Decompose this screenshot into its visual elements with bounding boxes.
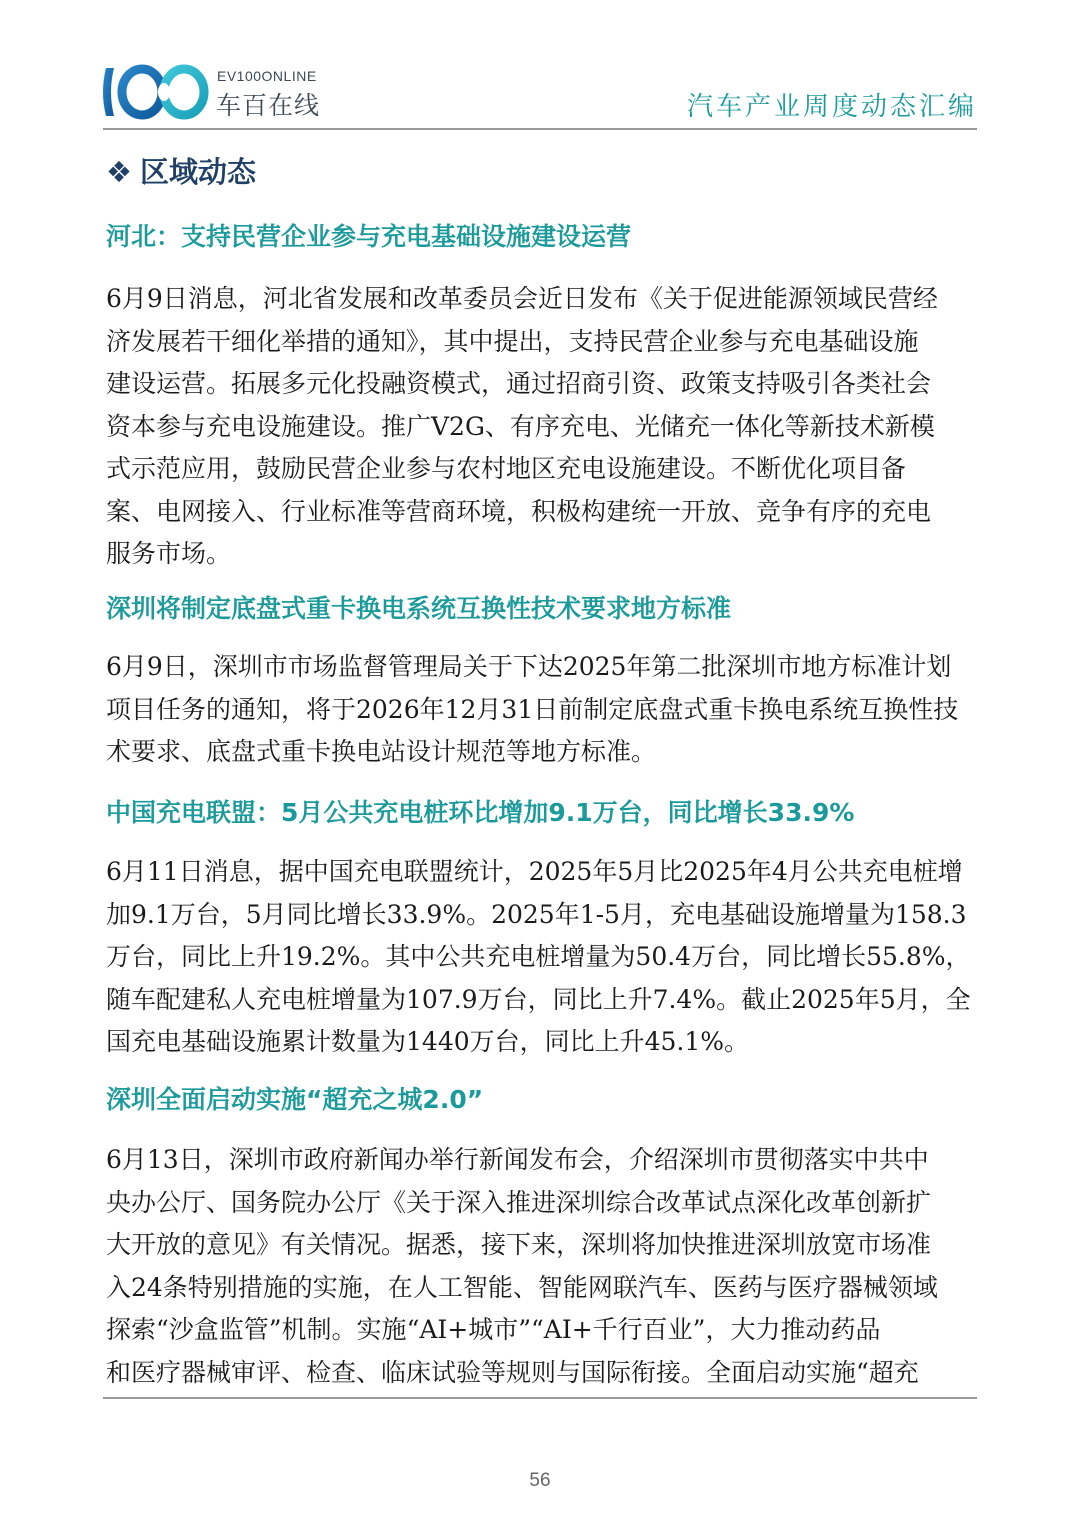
body-line: 6月9日消息，河北省发展和改革委员会近日发布《关于促进能源领域民营经 xyxy=(106,284,938,313)
header-divider xyxy=(103,128,977,130)
body-line: 国充电基础设施累计数量为1440万台，同比上升45.1%。 xyxy=(106,1027,750,1056)
header-title: 汽车产业周度动态汇编 xyxy=(686,92,977,122)
body-line: 建设运营。拓展多元化投融资模式，通过招商引资、政策支持吸引各类社会 xyxy=(106,369,932,398)
diamond-bullet-icon: ❖ xyxy=(106,155,132,189)
body-line: 济发展若干细化举措的通知》，其中提出，支持民营企业参与充电基础设施 xyxy=(106,326,919,356)
section-title xyxy=(106,150,256,191)
body-line: 央办公厅、国务院办公厅《关于深入推进深圳综合改革试点深化改革创新扩 xyxy=(106,1187,932,1217)
body-line: 式示范应用，鼓励民营企业参与农村地区充电设施建设。不断优化项目备 xyxy=(106,454,907,483)
body-line: 6月9日，深圳市市场监督管理局关于下达2025年第二批深圳市地方标准计划 xyxy=(106,652,952,681)
article-headline: 深圳全面启动实施“超充之城2.0” xyxy=(106,1085,484,1114)
article-charging-alliance xyxy=(106,796,976,830)
article-body xyxy=(106,646,976,774)
article-shenzhen-standard xyxy=(106,592,976,626)
body-line: 随车配建私人充电桩增量为107.9万台，同比上升7.4%。截止2025年5月，全 xyxy=(106,984,971,1014)
section-title-text: 区域动态 xyxy=(140,155,257,189)
body-line: 资本参与充电设施建设。推广V2G、有序充电、光储充一体化等新技术新模 xyxy=(106,411,935,441)
ev100-logo-icon xyxy=(100,64,212,120)
logo-text-cn: 车百在线 xyxy=(216,91,321,120)
article-headline: 河北：支持民营企业参与充电基础设施建设运营 xyxy=(106,222,632,251)
body-line: 加9.1万台，5月同比增长33.9%。2025年1-5月，充电基础设施增量为158.3 xyxy=(106,899,967,929)
logo-text-en: EV100ONLINE xyxy=(217,68,317,84)
body-line: 和医疗器械审评、检查、临床试验等规则与国际衔接。全面启动实施“超充 xyxy=(106,1357,919,1387)
article-shenzhen-supercharge xyxy=(106,1083,976,1117)
body-line: 入24条特别措施的实施，在人工智能、智能网联汽车、医药与医疗器械领域 xyxy=(106,1272,938,1302)
body-line: 大开放的意见》有关情况。据悉，接下来，深圳将加快推进深圳放宽市场准 xyxy=(106,1230,932,1259)
article-body xyxy=(106,1139,976,1394)
body-line: 万台，同比上升19.2%。其中公共充电桩增量为50.4万台，同比增长55.8%， xyxy=(106,942,971,971)
body-line: 探索“沙盒监管”机制。实施“AI+城市”“AI+千行百业”，大力推动药品 xyxy=(106,1315,881,1344)
body-line: 6月13日，深圳市政府新闻办举行新闻发布会，介绍深圳市贯彻落实中共中 xyxy=(106,1145,929,1174)
body-line: 服务市场。 xyxy=(106,539,232,568)
body-line: 项目任务的通知，将于2026年12月31日前制定底盘式重卡换电系统互换性技 xyxy=(106,694,959,724)
body-line: 6月11日消息，据中国充电联盟统计，2025年5月比2025年4月公共充电桩增 xyxy=(106,857,963,886)
article-headline: 中国充电联盟：5月公共充电桩环比增加9.1万台，同比增长33.9% xyxy=(106,798,855,827)
body-line: 案、电网接入、行业标准等营商环境，积极构建统一开放、竞争有序的充电 xyxy=(106,496,932,526)
body-line: 术要求、底盘式重卡换电站设计规范等地方标准。 xyxy=(106,737,657,766)
page-number: 56 xyxy=(529,1470,551,1491)
article-body xyxy=(106,851,976,1064)
article-headline: 深圳将制定底盘式重卡换电系统互换性技术要求地方标准 xyxy=(106,594,732,623)
footer-divider xyxy=(103,1397,977,1399)
article-body xyxy=(106,278,976,576)
page-header xyxy=(100,56,977,128)
article-hebei xyxy=(106,220,976,254)
